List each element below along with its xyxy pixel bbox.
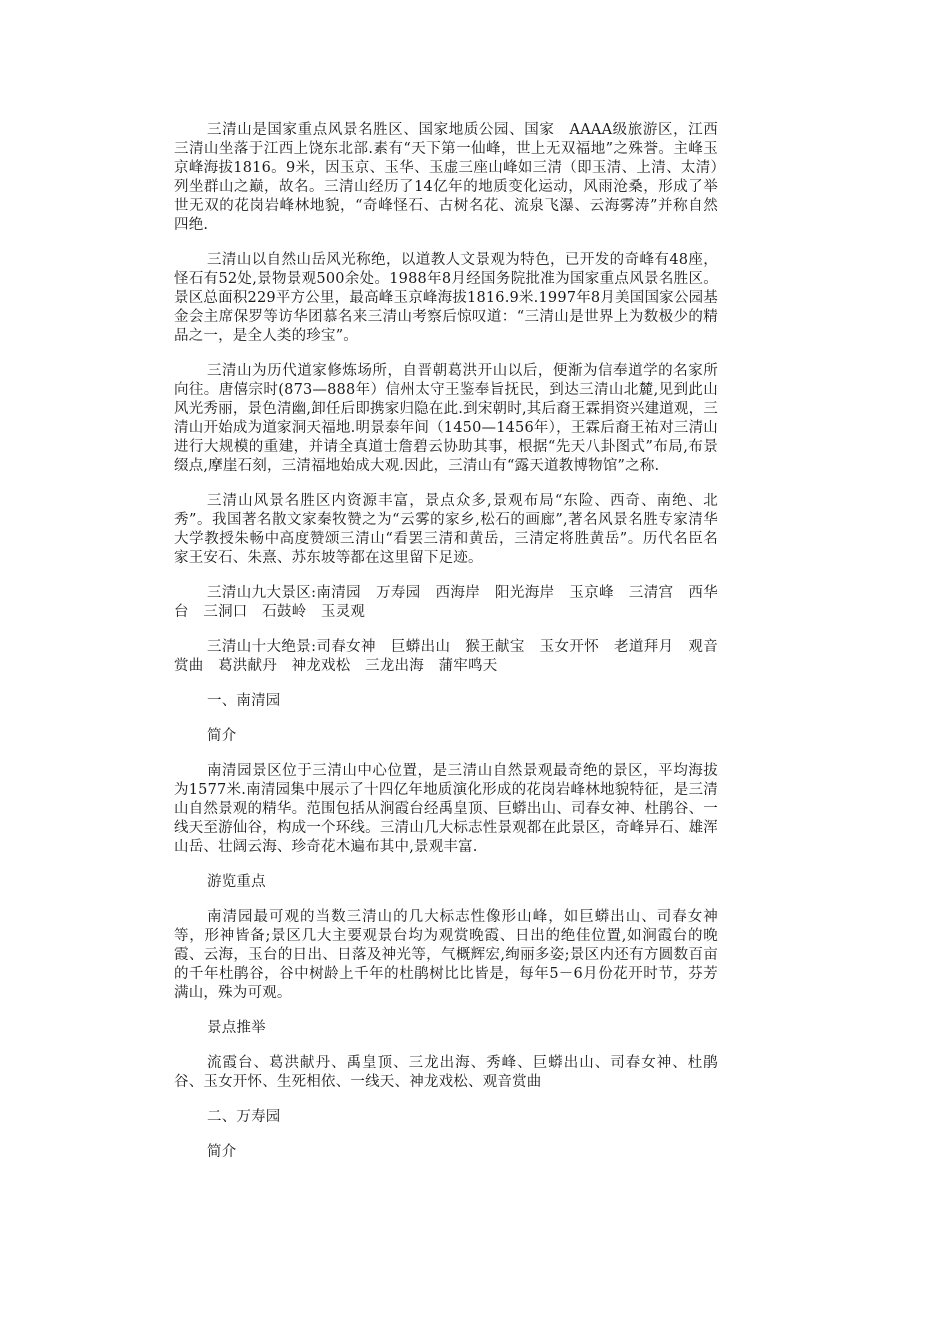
paragraph-features: 三清山以自然山岳风光称绝，以道教人文景观为特色，已开发的奇峰有48座，怪石有52处,景物景观500余处。1988年8月经国务院批准为国家重点风景名胜区。景区总面积229平方公里，最高峰玉京峰海拔1816.9米.1997年8月美国国家公园基金会主席保罗等访华团慕名来三清山考察后惊叹道：“三清山是世界上为数极少的精品之一，是全人类的珍宝”。 (174, 252, 718, 344)
section-heading-nanqingyuan: 一、南清园 (207, 693, 281, 709)
subheading-highlights: 游览重点 (207, 874, 266, 890)
paragraph-ten-wonders: 三清山十大绝景:司春女神 巨蟒出山 猴王献宝 玉女开怀 老道拜月 观音赏曲 葛洪献丹 神龙戏松 三龙出海 蒲牢鸣天 (174, 639, 718, 674)
section-heading-wanshouyuan: 二、万寿园 (207, 1109, 281, 1125)
paragraph-resources: 三清山风景名胜区内资源丰富，景点众多,景观布局“东险、西奇、南绝、北秀”。我国著名散文家秦牧赞之为“云雾的家乡,松石的画廊”,著名风景名胜专家清华大学教授朱畅中高度赞颂三清山“看罢三清和黄岳，三清定将胜黄岳”。历代名臣名家王安石、朱熹、苏东坡等都在这里留下足迹。 (174, 493, 718, 566)
paragraph-nine-areas: 三清山九大景区:南清园 万寿园 西海岸 阳光海岸 玉京峰 三清宫 西华台 三洞口 石鼓岭 玉灵观 (174, 585, 718, 620)
document-page (174, 121, 718, 1178)
subheading-intro-2: 简介 (207, 1144, 237, 1160)
paragraph-nanqingyuan-highlights: 南清园最可观的当数三清山的几大标志性像形山峰，如巨蟒出山、司春女神等，形神皆备;景区几大主要观景台均为观赏晚霞、日出的绝佳位置,如涧霞台的晚霞、云海，玉台的日出、日落及神光等，气概辉宏,绚丽多姿;景区内还有方圆数百亩的千年杜鹃谷，谷中树龄上千年的杜鹃树比比皆是，每年5－6月份花开时节，芬芳满山，殊为可观。 (174, 909, 718, 1001)
paragraph-intro: 三清山是国家重点风景名胜区、国家地质公园、国家 AAAA级旅游区，江西三清山坐落于江西上饶东北部.素有“天下第一仙峰，世上无双福地”之殊誉。主峰玉京峰海拔1816。9米，因玉京、玉华、玉虚三座山峰如三清（即玉清、上清、太清）列坐群山之巅，故名。三清山经历了14亿年的地质变化运动，风雨沧桑，形成了举世无双的花岗岩峰林地貌，“奇峰怪石、古树名花、流泉飞瀑、云海雾涛”并称自然四绝. (174, 122, 718, 233)
paragraph-recommendations: 流霞台、葛洪献丹、禹皇顶、三龙出海、秀峰、巨蟒出山、司春女神、杜鹃谷、玉女开怀、生死相依、一线天、神龙戏松、观音赏曲 (174, 1055, 718, 1090)
subheading-intro-1: 简介 (207, 728, 237, 744)
paragraph-history: 三清山为历代道家修炼场所，自晋朝葛洪开山以后，便渐为信奉道学的名家所向往。唐僖宗时(873—888年）信州太守王鉴奉旨抚民，到达三清山北麓,见到此山风光秀丽，景色清幽,卸任后即携家归隐在此.到宋朝时,其后裔王霖捐资兴建道观，三清山开始成为道家洞天福地.明景泰年间（1450—1456年），王霖后裔王祐对三清山进行大规模的重建，并请全真道士詹碧云协助其事，根据“先天八卦图式”布局,布景缀点,摩崖石刻，三清福地始成大观.因此，三清山有“露天道教博物馆”之称. (174, 363, 718, 474)
paragraph-nanqingyuan-intro: 南清园景区位于三清山中心位置，是三清山自然景观最奇绝的景区，平均海拔为1577米.南清园集中展示了十四亿年地质演化形成的花岗岩峰林地貌特征，是三清山自然景观的精华。范围包括从涧霞台经禹皇顶、巨蟒出山、司春女神、杜鹃谷、一线天至游仙谷，构成一个环线。三清山几大标志性景观都在此景区，奇峰异石、雄浑山岳、壮阔云海、珍奇花木遍布其中,景观丰富. (174, 763, 718, 855)
subheading-recommendations: 景点推举 (207, 1020, 266, 1036)
